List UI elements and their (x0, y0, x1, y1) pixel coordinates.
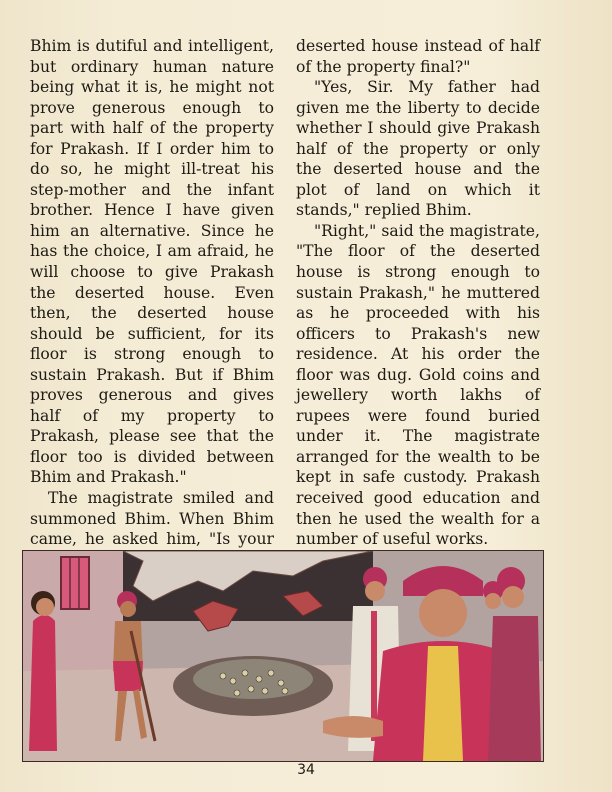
right-paragraph-1: deserted house instead of half of the property final?" (296, 37, 540, 76)
left-text-column (30, 36, 274, 570)
left-paragraph-1: Bhim is dutiful and intelligent, but ordinary human nature being what it is, he might not prove generous enough to part with half of the property for Prakash. If I order him to do so, he might ill-treat his step-mother and the infant brother. Hence I have given him an alternative. Since he has the choice, I am afraid, he will choose to give Prakash the deserted house. Even then, the deserted house should be sufficient, for its floor is strong enough to sustain Prakash. But if Bhim proves generous and gives half of my property to Prakash, please see that the floor too is divided between Bhim and Prakash." (30, 37, 274, 487)
illustration-drawing (23, 551, 543, 761)
right-text-column (296, 36, 540, 550)
story-illustration (22, 550, 544, 762)
right-paragraph-3: "Right," said the magistrate, "The floor of the deserted house is strong enough to sustain Prakash," he muttered as he proceeded with his officers to Prakash's new residence. At his order the floor was dug. Gold coins and jewellery worth lakhs of rupees were found buried under it. The magistrate arranged for the wealth to be kept in safe custody. Prakash received good education and then he used the wealth for a number of useful works. (296, 221, 540, 549)
right-paragraph-2: "Yes, Sir. My father had given me the liberty to decide whether I should give Prakash half of the property or only the deserted house and the plot of land on which it stands," replied Bhim. (296, 78, 540, 220)
left-paragraph-2: The magistrate smiled and summoned Bhim. When Bhim came, he asked him, "Is your (30, 489, 274, 549)
page-number: 34 (297, 762, 315, 778)
